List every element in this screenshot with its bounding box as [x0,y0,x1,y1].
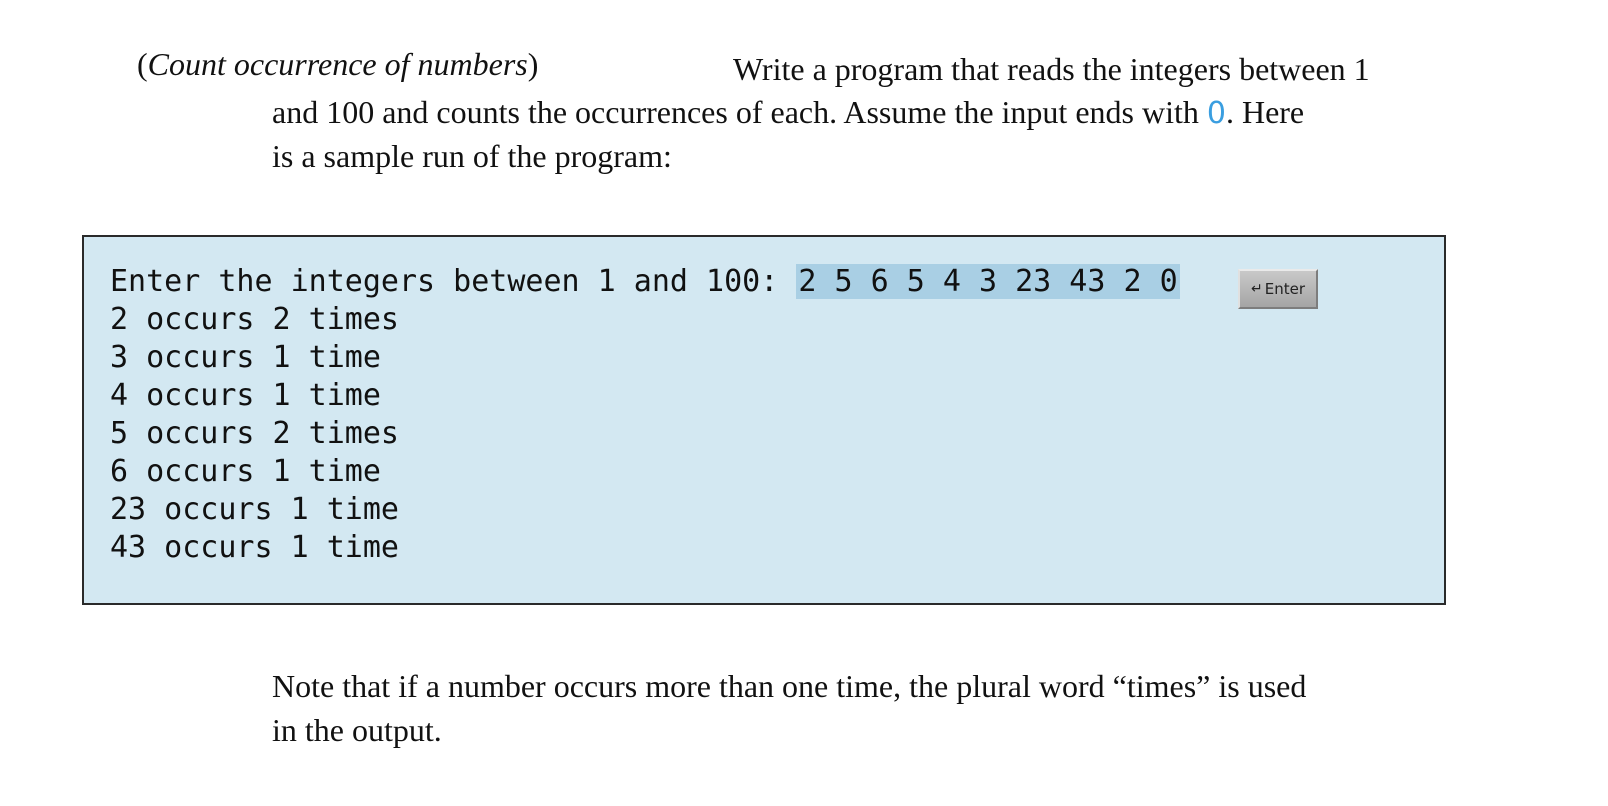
prompt-line-2-after: . Here [1225,94,1305,130]
title-open-paren: ( [137,46,148,82]
console-output-line: 2 occurs 2 times [110,302,399,337]
prompt-line-2 [272,92,1304,134]
console-output-line: 3 occurs 1 time [110,340,381,375]
prompt-line-2-before: and 100 and counts the occurrences of each. Assume the input ends with [272,94,1207,130]
enter-key [1238,269,1318,309]
prompt-line-1: Write a program that reads the integers between 1 [733,51,1370,87]
console-output-line: 6 occurs 1 time [110,454,381,489]
sentinel-zero-literal: 0 [1206,96,1226,131]
console-user-input: 2 5 6 5 4 3 23 43 2 0 [798,264,1178,299]
note-line-2: in the output. [272,712,442,748]
prompt-line-3: is a sample run of the program: [272,138,672,174]
console-prompt: Enter the integers between 1 and 100: [110,264,797,299]
console-output-line: 5 occurs 2 times [110,416,399,451]
exercise-title [137,44,538,84]
console-output-line: 4 occurs 1 time [110,378,381,413]
enter-key-label: Enter [1264,280,1305,298]
console-prompt-line [110,263,1180,301]
exercise-title-text: Count occurrence of numbers [147,46,528,82]
sample-run-console [82,235,1446,605]
note-line-1: Note that if a number occurs more than one time, the plural word “times” is used [272,668,1307,704]
console-output-line: 43 occurs 1 time [110,530,399,565]
return-arrow-icon: ↵ [1251,281,1263,297]
console-output-line: 23 occurs 1 time [110,492,399,527]
title-close-paren: ) [527,46,539,82]
